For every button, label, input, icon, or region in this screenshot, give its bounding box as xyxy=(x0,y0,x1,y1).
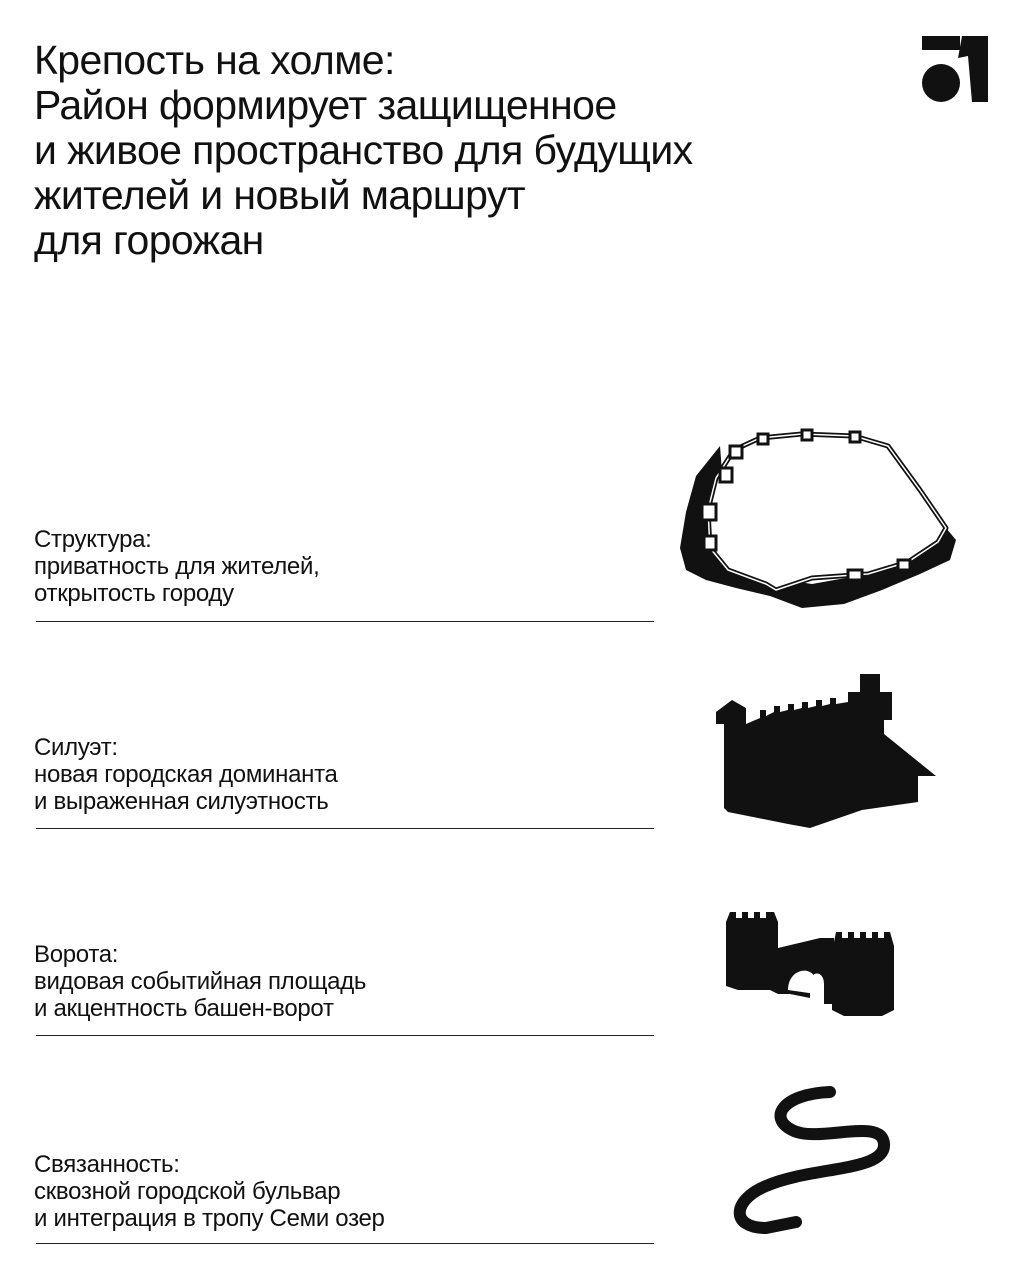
feature-structure xyxy=(34,526,654,607)
divider xyxy=(36,1243,654,1244)
divider xyxy=(36,1035,654,1036)
title-line-1: Крепость на холме: xyxy=(34,37,395,83)
feature-description-line: и интеграция в тропу Семи озер xyxy=(34,1205,385,1232)
title-line-2: Район формирует защищенное xyxy=(34,82,617,128)
feature-description-line: открытость городу xyxy=(34,580,234,607)
title-line-4: жителей и новый маршрут xyxy=(34,172,525,218)
brand-logo-icon xyxy=(922,34,990,104)
feature-description-line: новая городская доминанта xyxy=(34,761,338,788)
divider xyxy=(36,621,654,622)
feature-description-line: видовая событийная площадь xyxy=(34,968,367,995)
castle-silhouette-icon xyxy=(712,672,940,834)
title-line-5: для горожан xyxy=(34,217,264,263)
feature-label: Силуэт: xyxy=(34,734,118,761)
feature-gate xyxy=(34,941,654,1022)
winding-path-icon xyxy=(726,1082,898,1244)
feature-connectivity xyxy=(34,1151,654,1232)
page-title xyxy=(34,38,854,263)
feature-label: Связанность: xyxy=(34,1151,180,1178)
title-line-3: и живое пространство для будущих xyxy=(34,127,693,173)
feature-label: Ворота: xyxy=(34,941,119,968)
feature-description-line: сквозной городской бульвар xyxy=(34,1178,341,1205)
divider xyxy=(36,828,654,829)
feature-description-line: и выраженная силуэтность xyxy=(34,788,329,815)
feature-silhouette xyxy=(34,734,654,815)
fortress-plan-icon xyxy=(672,424,964,616)
feature-description-line: приватность для жителей, xyxy=(34,553,320,580)
feature-description-line: и акцентность башен-ворот xyxy=(34,995,334,1022)
feature-label: Структура: xyxy=(34,526,152,553)
gate-towers-icon xyxy=(720,906,902,1020)
